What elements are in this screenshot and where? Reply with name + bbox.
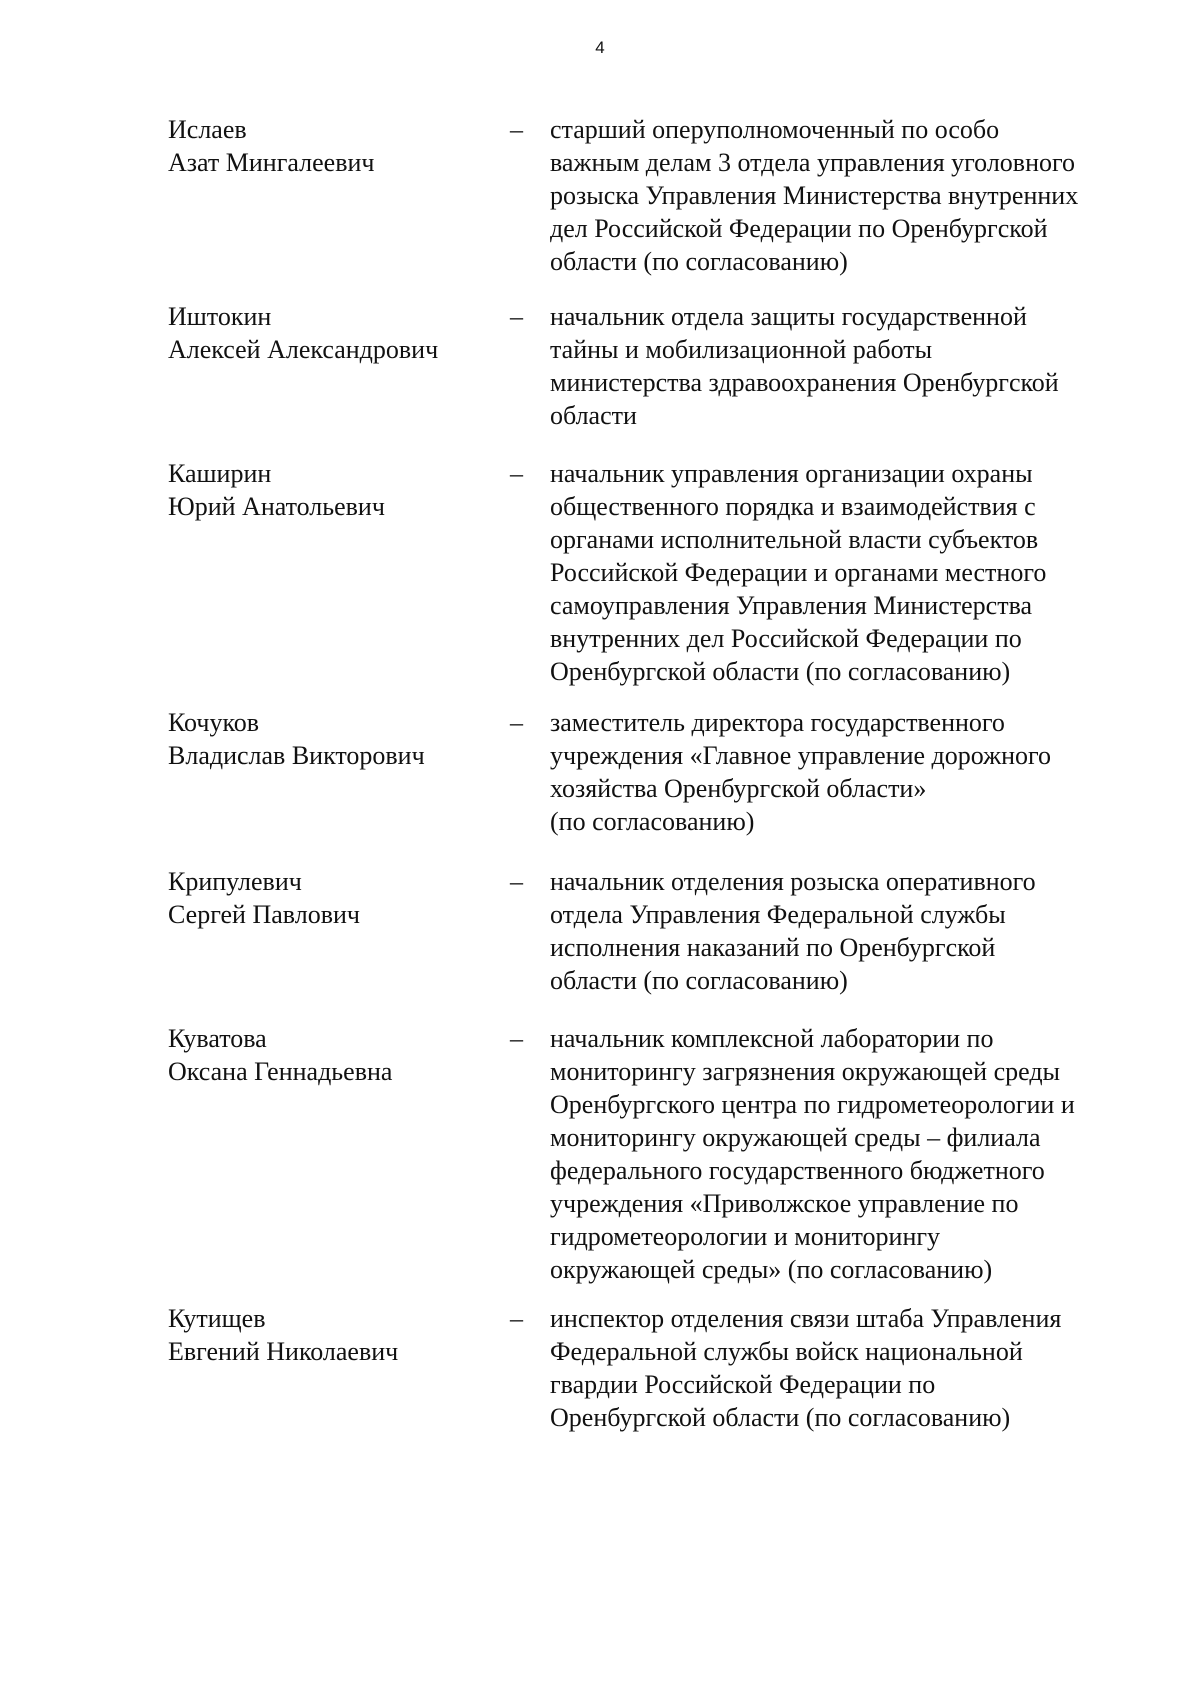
member-given-names: Сергей Павлович [168, 900, 360, 929]
member-position: начальник комплексной лаборатории по мониторингу загрязнения окружающей среды Оренбургского центра по гидрометеорологии и мониторингу окружающей среды – филиала федерального государственного бюджетного учреждения «Приволжское управление по гидрометеорологии и мониторингу окружающей среды» (по согласованию) [550, 1024, 1075, 1284]
member-name [168, 1022, 498, 1088]
member-name [168, 706, 498, 772]
dash-separator: – [510, 115, 523, 144]
page-number: 4 [595, 38, 605, 57]
member-position: старший оперуполномоченный по особо важным делам 3 отдела управления уголовного розыска Управления Министерства внутренних дел Российской Федерации по Оренбургской области (по согласованию) [550, 115, 1079, 276]
member-given-names: Владислав Викторович [168, 741, 425, 770]
member-surname: Ислаев [168, 115, 247, 144]
member-given-names: Оксана Геннадьевна [168, 1057, 393, 1086]
member-given-names: Алексей Александрович [168, 335, 439, 364]
member-surname: Куватова [168, 1024, 267, 1053]
member-surname: Кочуков [168, 708, 260, 737]
member-given-names: Азат Мингалеевич [168, 148, 375, 177]
dash-separator: – [510, 1304, 523, 1333]
member-position: начальник отделения розыска оперативного отдела Управления Федеральной службы исполнения наказаний по Оренбургской области (по согласованию) [550, 867, 1036, 995]
dash-separator: – [510, 302, 523, 331]
member-name [168, 457, 498, 523]
member-position: инспектор отделения связи штаба Управления Федеральной службы войск национальной гвардии Российской Федерации по Оренбургской области (по согласованию) [550, 1304, 1062, 1432]
member-name [168, 1302, 498, 1368]
dash-separator: – [510, 867, 523, 896]
member-position: заместитель директора государственного учреждения «Главное управление дорожного хозяйства Оренбургской области» (по согласованию) [550, 708, 1052, 836]
member-given-names: Юрий Анатольевич [168, 492, 385, 521]
member-name [168, 865, 498, 931]
member-position: начальник отдела защиты государственной тайны и мобилизационной работы министерства здравоохранения Оренбургской области [550, 302, 1059, 430]
dash-separator: – [510, 1024, 523, 1053]
member-surname: Каширин [168, 459, 272, 488]
member-surname: Иштокин [168, 302, 272, 331]
member-surname: Крипулевич [168, 867, 302, 896]
member-name [168, 300, 498, 366]
member-name [168, 113, 498, 179]
member-position: начальник управления организации охраны общественного порядка и взаимодействия с органами исполнительной власти субъектов Российской Федерации и органами местного самоуправления Управления Министерства внутренних дел Российской Федерации по Оренбургской области (по согласованию) [550, 459, 1047, 686]
member-surname: Кутищев [168, 1304, 266, 1333]
dash-separator: – [510, 708, 523, 737]
dash-separator: – [510, 459, 523, 488]
member-given-names: Евгений Николаевич [168, 1337, 399, 1366]
